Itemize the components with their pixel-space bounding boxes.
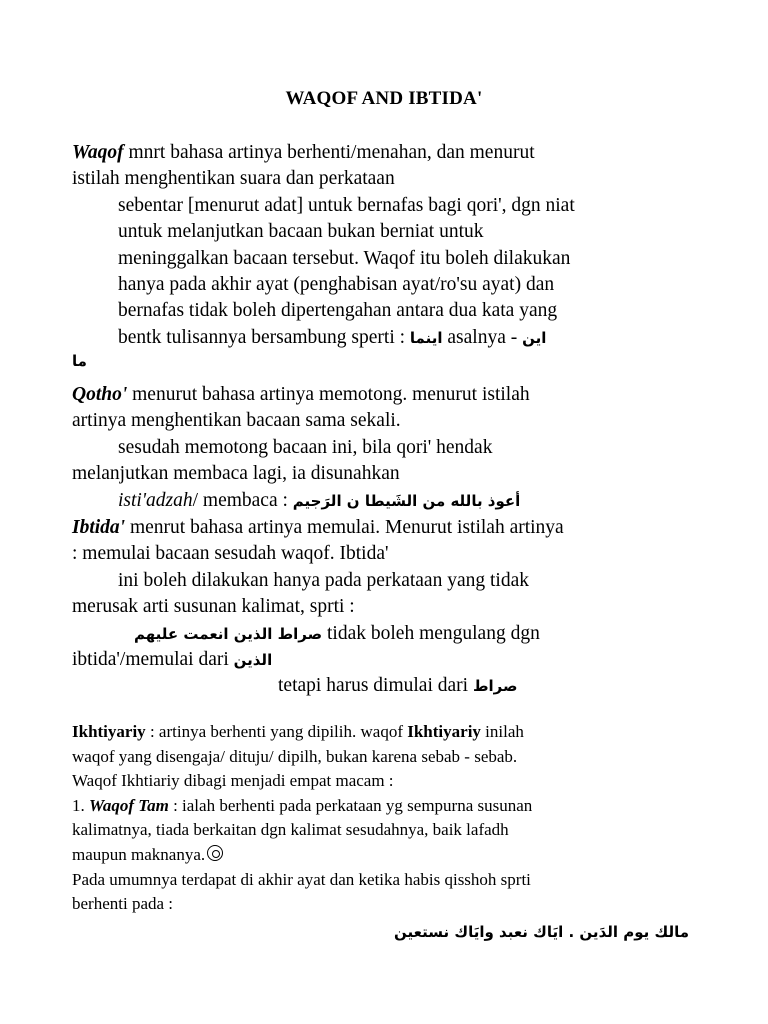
qotho-line-5: isti'adzah/ membaca : أعوذ بالله من الشَيطا ن الرَجيم	[118, 489, 521, 511]
waqof-term: Waqof	[72, 142, 124, 163]
ikhtiyariy-line-7: Pada umumnya terdapat di akhir ayat dan ketika habis qisshoh sprti	[72, 869, 531, 889]
ikhtiyariy-line-5: kalimatnya, tiada berkaitan dgn kalimat sesudahnya, baik lafadh	[72, 820, 509, 840]
ibtida-section	[72, 515, 564, 700]
arabic-taawwudz: أعوذ بالله من الشَيطا ن الرَجيم	[292, 491, 521, 510]
ibtida-line-1: Ibtida' menrut bahasa artinya memulai. Menurut istilah artinya	[72, 517, 564, 538]
waqof-section	[72, 140, 575, 371]
ibtida-line-7: tetapi harus dimulai dari صراط	[278, 675, 518, 697]
ikhtiyariy-line-4: 1. Waqof Tam : ialah berhenti pada perkataan yg sempurna susunan	[72, 795, 533, 815]
qotho-line-2: artinya menghentikan bacaan sama sekali.	[72, 410, 401, 432]
qotho-line-1: Qotho' menurut bahasa artinya memotong. menurut istilah	[72, 384, 530, 405]
arabic-maliki-iyyaka: مالك يوم الدَين . ايَاك نعبد وايَاك نستعين	[394, 922, 689, 941]
waqof-line-9	[72, 351, 575, 371]
arabic-shirooth: صراط	[472, 677, 518, 696]
waqof-line-5: meninggalkan bacaan tersebut. Waqof itu boleh dilakukan	[118, 247, 571, 269]
waqof-line-2: istilah menghentikan suara dan perkataan	[72, 168, 395, 190]
page-title: WAQOF AND IBTIDA'	[285, 88, 483, 109]
arabic-ma: ما	[72, 352, 87, 371]
ibtida-line-2: : memulai bacaan sesudah waqof. Ibtida'	[72, 543, 389, 565]
ibtida-line-3: ini boleh dilakukan hanya pada perkataan yang tidak	[118, 569, 529, 591]
waqof-line-3: sebentar [menurut adat] untuk bernafas bagi qori', dgn niat	[118, 194, 575, 216]
qotho-line-3: sesudah memotong bacaan ini, bila qori' hendak	[118, 436, 493, 458]
arabic-alladzina: الذين	[233, 651, 273, 670]
waqof-line-1: Waqof mnrt bahasa artinya berhenti/menahan, dan menurut	[72, 142, 535, 163]
arabic-shirotholladzina: صراط الذين انعمت عليهم	[134, 624, 323, 643]
waqof-line-6: hanya pada akhir ayat (penghabisan ayat/ro'su ayat) dan	[118, 274, 555, 296]
arabic-ayna: اين	[522, 328, 547, 347]
ikhtiyariy-line-2: waqof yang disengaja/ dituju/ dipilh, bukan karena sebab - sebab.	[72, 746, 518, 766]
qotho-term: Qotho'	[72, 384, 128, 405]
waqof-line-8: bentk tulisannya bersambung sperti : اينما asalnya - اين	[118, 326, 547, 348]
ikhtiyariy-line-6: maupun maknanya.	[72, 843, 689, 868]
ikhtiyariy-line-3: Waqof Ikhtiariy dibagi menjadi empat macam :	[72, 771, 394, 791]
waqof-line-7: bernafas tidak boleh dipertengahan antara dua kata yang	[118, 300, 558, 322]
ibtida-line-5: صراط الذين انعمت عليهم tidak boleh mengulang dgn	[134, 622, 540, 644]
ibtida-term: Ibtida'	[72, 517, 126, 538]
ikhtiyariy-section	[72, 720, 689, 947]
ikhtiyariy-line-8: berhenti pada :	[72, 894, 174, 914]
arabic-aynama: اينما	[409, 328, 443, 347]
ibtida-line-6: ibtida'/memulai dari الذين	[72, 649, 273, 671]
ikhtiyariy-line-9	[72, 917, 689, 947]
ayah-end-icon	[207, 845, 223, 861]
waqof-line-4: untuk melanjutkan bacaan bukan berniat untuk	[118, 221, 484, 243]
ibtida-line-4: merusak arti susunan kalimat, sprti :	[72, 596, 355, 618]
qotho-line-4: melanjutkan membaca lagi, ia disunahkan	[72, 463, 400, 485]
qotho-section	[72, 382, 530, 514]
ikhtiyariy-line-1: Ikhtiyariy : artinya berhenti yang dipilih. waqof Ikhtiyariy inilah	[72, 722, 524, 741]
